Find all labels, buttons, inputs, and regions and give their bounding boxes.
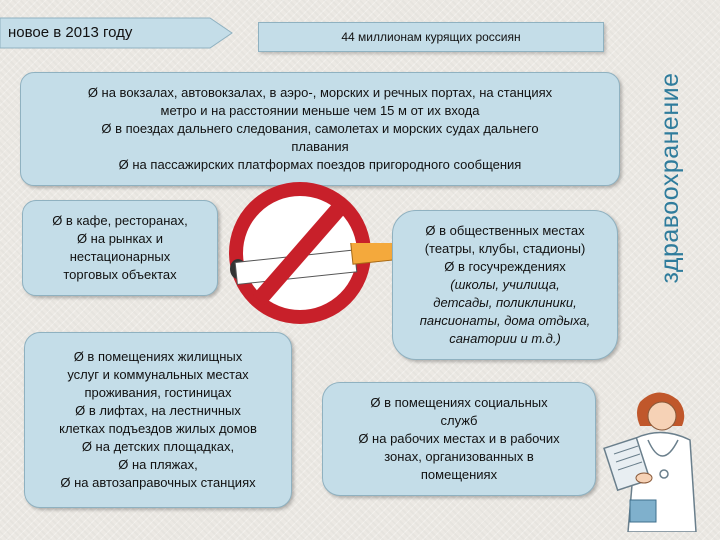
no-smoking-slash	[225, 178, 375, 328]
box-social-line: Ø на рабочих местах и в рабочих	[358, 431, 560, 446]
box-housing-line: Ø на автозаправочных станциях	[60, 475, 256, 490]
box-public-line: (школы, училища,	[450, 277, 560, 292]
box-social-line: служб	[440, 413, 478, 428]
new-in-2013-flag	[0, 16, 236, 50]
doctor-illustration	[600, 382, 710, 532]
box-social	[322, 382, 596, 496]
box-public-line: Ø в госучреждениях	[444, 259, 566, 274]
box-housing-line: Ø в помещениях жилищных	[73, 349, 243, 364]
box-housing	[24, 332, 292, 508]
box-social-line: зонах, организованных в	[384, 449, 534, 464]
box-housing-line: проживания, гостиницах	[84, 385, 232, 400]
vertical-title-text: здравоохранение	[656, 72, 684, 284]
box-transport-line: метро и на расстоянии меньше чем 15 м от их входа	[160, 103, 480, 118]
box-housing-line: Ø в лифтах, на лестничных	[75, 403, 241, 418]
box-public-line: детсады, поликлиники,	[433, 295, 577, 310]
box-public	[392, 210, 618, 360]
box-public-line: пансионаты, дома отдыха,	[419, 313, 591, 328]
box-transport-line: Ø на пассажирских платформах поездов пригородного сообщения	[118, 157, 522, 172]
box-cafe-line: нестационарных	[69, 249, 171, 264]
header-banner	[258, 22, 604, 52]
box-transport-line: Ø в поездах дальнего следования, самолетах и морских судах дальнего	[101, 121, 539, 136]
vertical-title	[650, 28, 690, 328]
box-housing-line: Ø на детских площадках,	[81, 439, 235, 454]
box-housing-line: клетках подъездов жилых домов	[59, 421, 257, 436]
box-transport-line: плавания	[291, 139, 349, 154]
box-transport	[20, 72, 620, 186]
box-housing-line: Ø на пляжах,	[118, 457, 198, 472]
box-social-line: Ø в помещениях социальных	[370, 395, 548, 410]
box-cafe	[22, 200, 218, 296]
box-social-line: помещениях	[420, 467, 498, 482]
flag-label: новое в 2013 году	[8, 24, 133, 41]
box-public-line: (театры, клубы, стадионы)	[424, 241, 586, 256]
box-public-line: санатории и т.д.)	[449, 331, 561, 346]
box-cafe-line: торговых объектах	[63, 267, 177, 282]
box-housing-line: услуг и коммунальных местах	[67, 367, 249, 382]
box-cafe-line: Ø на рынках и	[76, 231, 164, 246]
box-cafe-line: Ø в кафе, ресторанах,	[52, 213, 188, 228]
header-text: 44 миллионам курящих россиян	[341, 30, 521, 44]
box-transport-line: Ø на вокзалах, автовокзалах, в аэро-, морских и речных портах, на станциях	[87, 85, 553, 100]
box-public-line: Ø в общественных местах	[425, 223, 585, 238]
